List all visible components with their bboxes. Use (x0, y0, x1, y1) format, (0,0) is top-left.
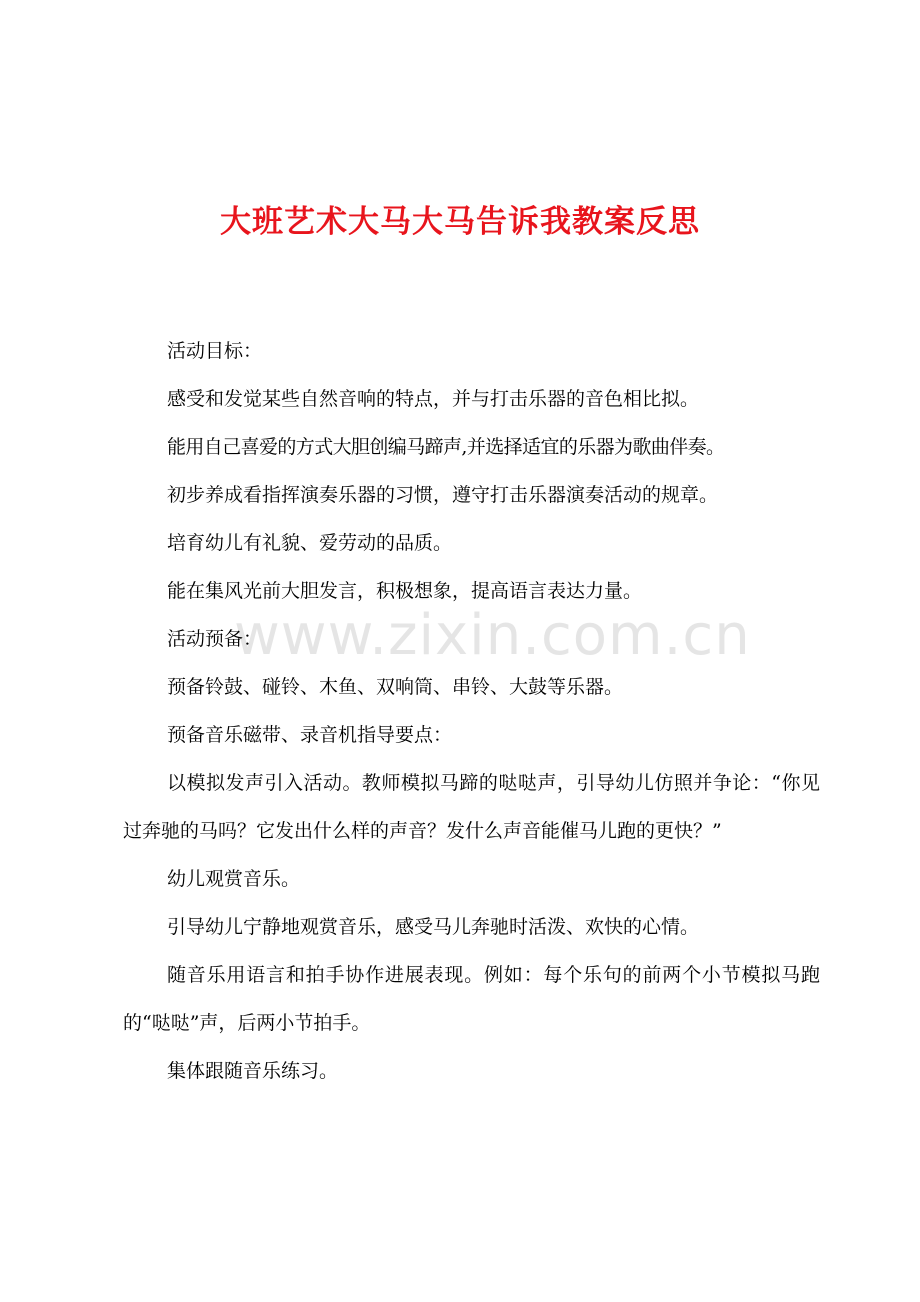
paragraph: 预备铃鼓、碰铃、木鱼、双响筒、串铃、大鼓等乐器。 (167, 676, 624, 698)
paragraph: 引导幼儿宁静地观赏音乐，感受马儿奔驰时活泼、欢快的心情。 (167, 916, 700, 938)
paragraph: 能用自己喜爱的方式大胆创编马蹄声,并选择适宜的乐器为歌曲伴奏。 (167, 436, 725, 458)
document-body (123, 327, 820, 1095)
paragraph: 预备音乐磁带、录音机指导要点： (167, 724, 453, 746)
document-title: 大班艺术大马大马告诉我教案反思 (220, 204, 700, 240)
paragraph: 活动预备： (167, 628, 263, 650)
paragraph: 能在集风光前大胆发言，积极想象，提高语言表达力量。 (167, 580, 643, 602)
paragraph: 培育幼儿有礼貌、爱劳动的品质。 (167, 532, 453, 554)
watermark: www.zixin.com.cn (234, 603, 751, 668)
paragraph: 随音乐用语言和拍手协作进展表现。例如：每个乐句的前两个小节模拟马跑的“哒哒”声，后两小节拍手。 (123, 964, 820, 1034)
paragraph: 以模拟发声引入活动。教师模拟马蹄的哒哒声，引导幼儿仿照并争论：“你见过奔驰的马吗？它发出什么样的声音？发什么声音能催马儿跑的更快？” (123, 772, 820, 842)
paragraph: 初步养成看指挥演奏乐器的习惯，遵守打击乐器演奏活动的规章。 (167, 484, 719, 506)
paragraph: 活动目标： (167, 340, 263, 362)
paragraph: 集体跟随音乐练习。 (167, 1060, 339, 1082)
paragraph: 感受和发觉某些自然音响的特点，并与打击乐器的音色相比拟。 (167, 388, 700, 410)
paragraph: 幼儿观赏音乐。 (167, 868, 301, 890)
